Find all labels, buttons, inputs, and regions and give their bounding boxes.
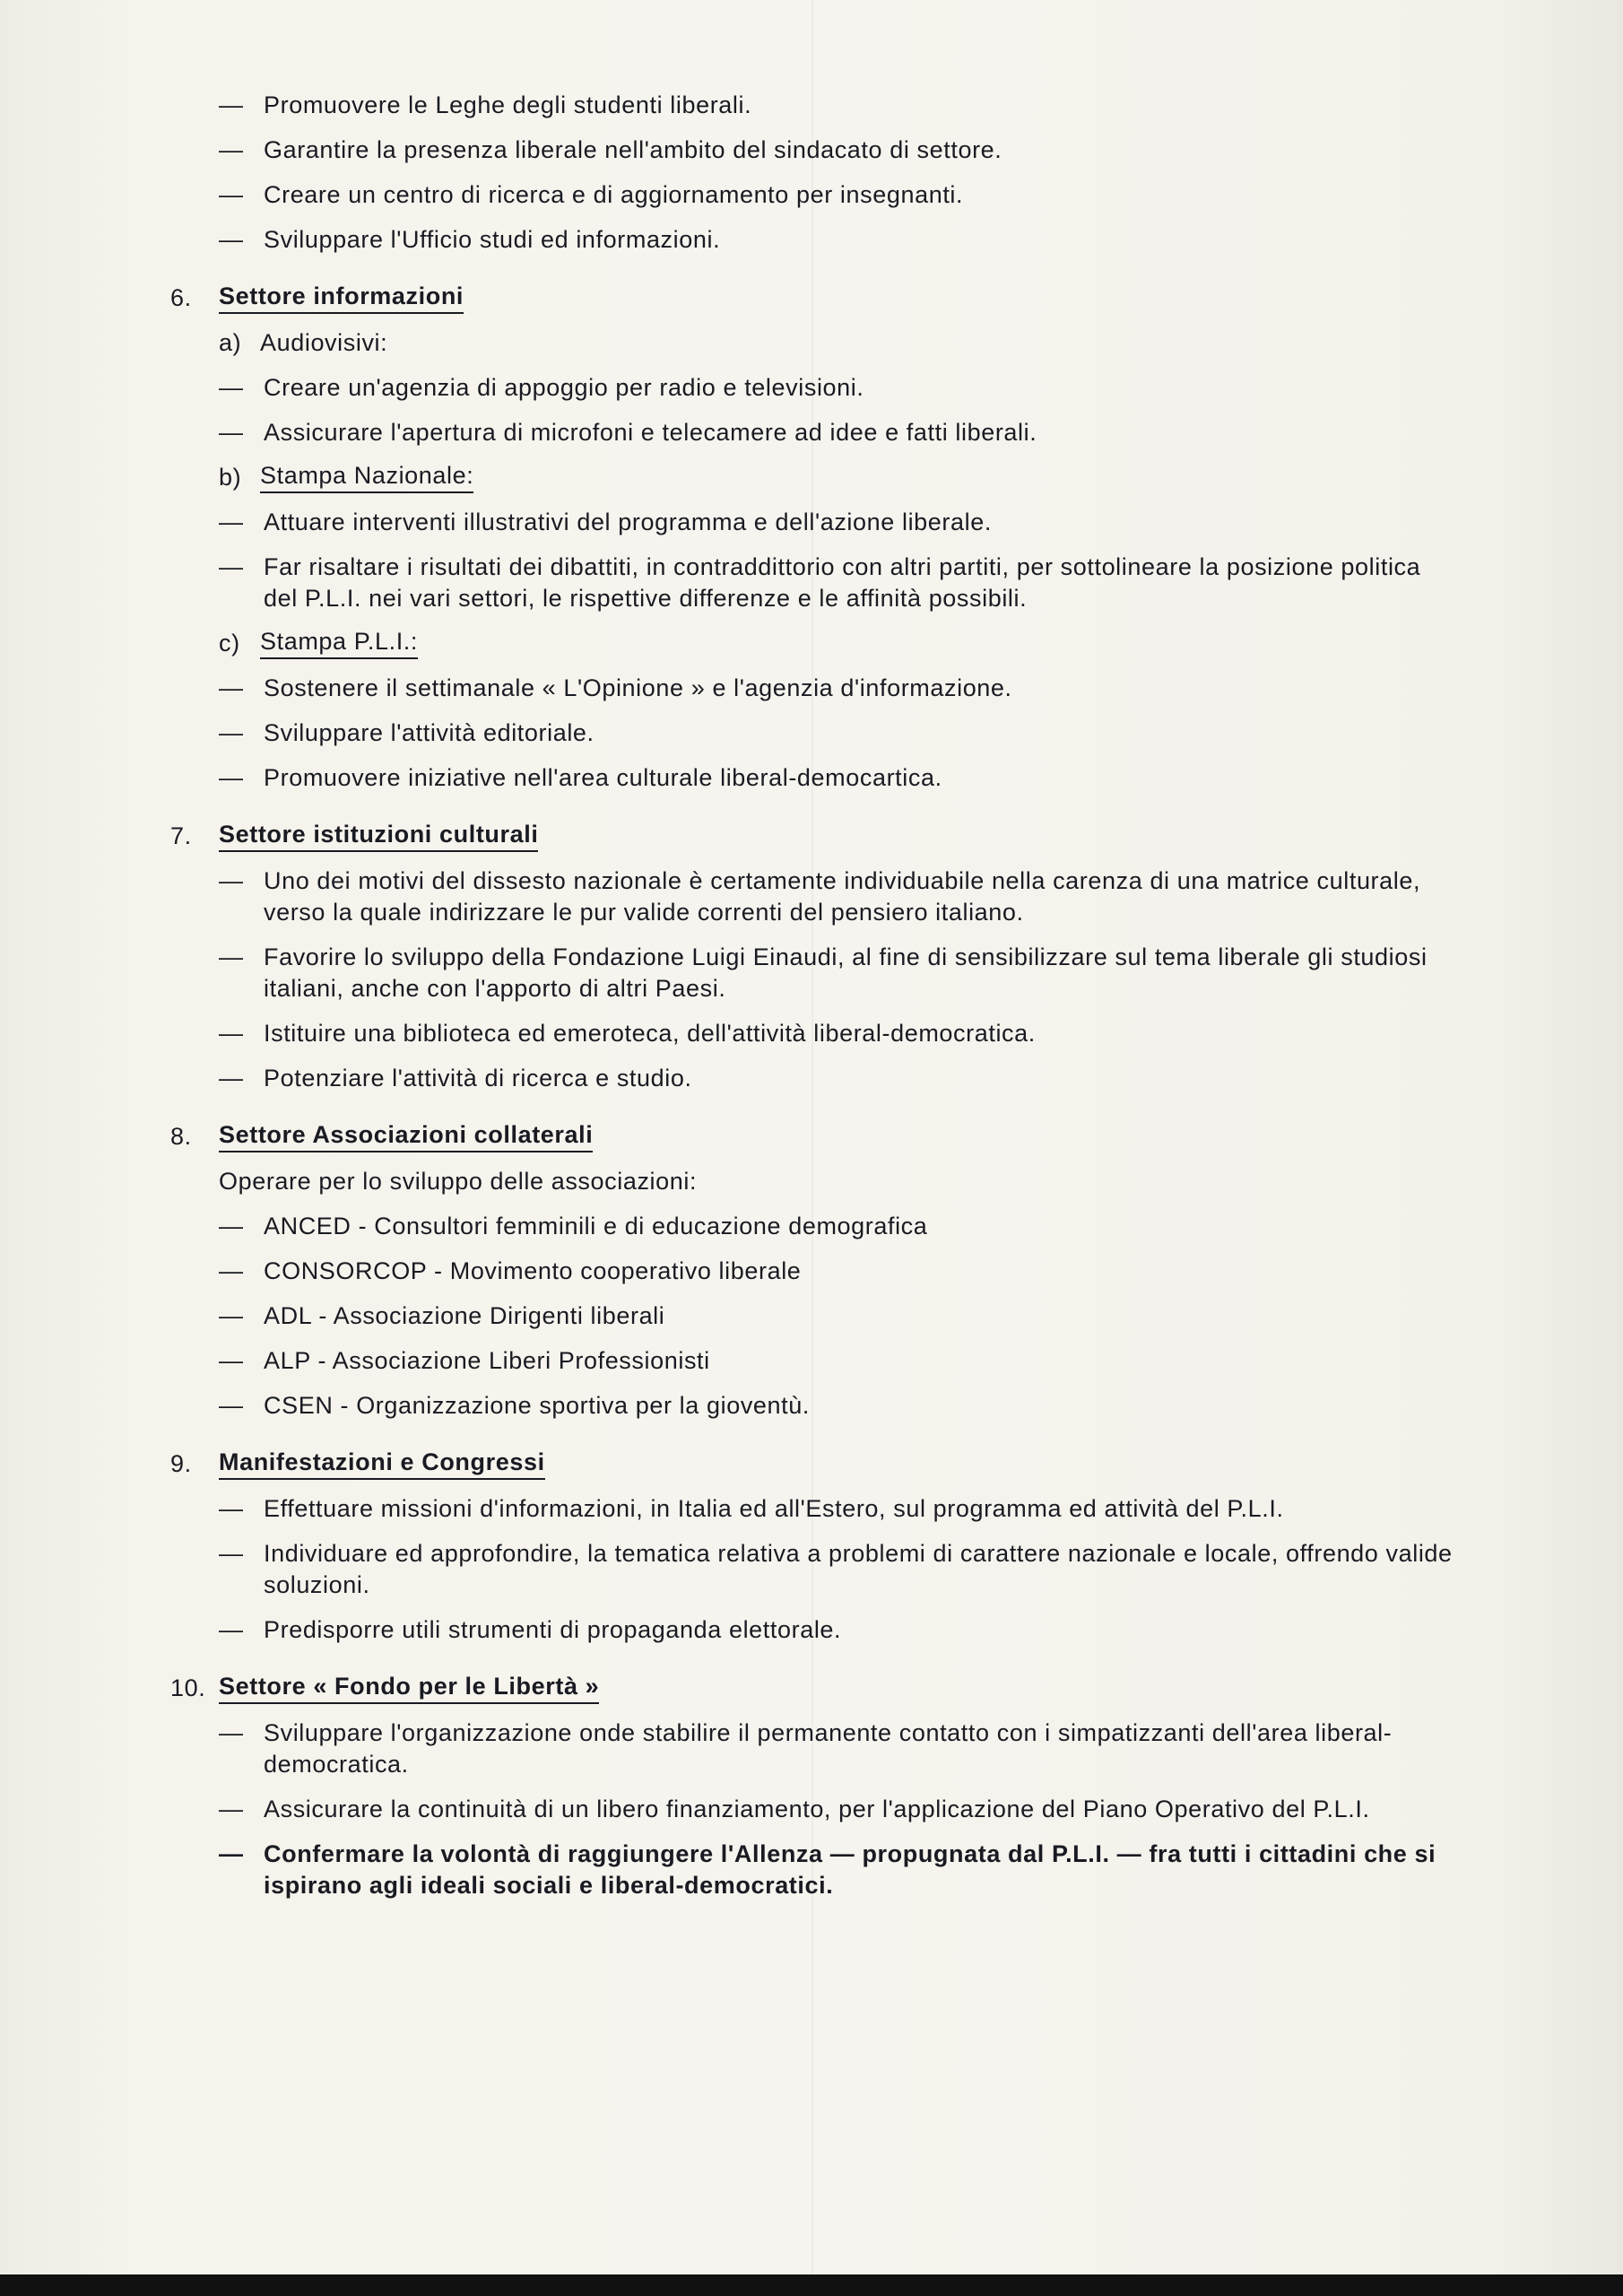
section-9-heading: 9. Manifestazioni e Congressi — [170, 1448, 1462, 1480]
subsection-b: b) Stampa Nazionale: — [219, 462, 1462, 493]
list-item: — Assicurare l'apertura di microfoni e telecamere ad idee e fatti liberali. — [219, 419, 1037, 446]
section-title: Settore « Fondo per le Libertà » — [219, 1673, 599, 1704]
section-title: Settore istituzioni culturali — [219, 821, 538, 852]
list-item: — Istituire una biblioteca ed emeroteca, dell'attività liberal-democratica. — [219, 1020, 1036, 1047]
list-item-text: Creare un centro di ricerca e di aggiornamento per insegnanti. — [264, 181, 964, 208]
list-item: — Uno dei motivi del dissesto nazionale è certamente individuabile nella carenza di una matrice culturale, verso la quale indirizzare le pur valide correnti del pensiero italiano. — [219, 867, 1421, 926]
subsection-c: c) Stampa P.L.I.: — [219, 628, 1462, 659]
list-item: — ADL - Associazione Dirigenti liberali — [219, 1302, 665, 1329]
section-intro: Operare per lo sviluppo delle associazioni: — [219, 1168, 698, 1195]
list-item-text: Promuovere le Leghe degli studenti liberali. — [264, 91, 752, 118]
list-item: — Creare un'agenzia di appoggio per radio e televisioni. — [219, 374, 864, 401]
list-item: — CONSORCOP - Movimento cooperativo liberale — [219, 1257, 802, 1284]
list-item-emphasis: — Confermare la volontà di raggiungere l'Allenza — propugnata dal P.L.I. — fra tutti i cittadini che si ispirano agli ideali sociali e liberal-democratici. — [219, 1840, 1436, 1899]
subsection-a: a) Audiovisivi: — [219, 327, 1462, 359]
subsection-label: Stampa Nazionale: — [260, 462, 473, 493]
list-item: — Far risaltare i risultati dei dibattiti, in contraddittorio con altri partiti, per sottolineare la posizione politica del P.L.I. nei vari settori, le rispettive differenze e le affinità possibili. — [219, 553, 1421, 612]
list-item: — Attuare interventi illustrativi del programma e dell'azione liberale. — [219, 509, 992, 535]
list-item: — Promuovere le Leghe degli studenti liberali. — [219, 90, 1462, 121]
section-title: Manifestazioni e Congressi — [219, 1448, 545, 1480]
section-6-heading: 6. Settore informazioni — [170, 283, 1462, 314]
list-item: — Garantire la presenza liberale nell'ambito del sindacato di settore. — [219, 135, 1462, 166]
list-item: — Creare un centro di ricerca e di aggiornamento per insegnanti. — [219, 179, 1462, 211]
list-item: — Sviluppare l'Ufficio studi ed informazioni. — [219, 224, 1462, 256]
list-item: — Promuovere iniziative nell'area culturale liberal-democartica. — [219, 764, 942, 791]
list-item: — Assicurare la continuità di un libero finanziamento, per l'applicazione del Piano Operativo del P.L.I. — [219, 1796, 1370, 1822]
list-item: — Sviluppare l'attività editoriale. — [219, 719, 595, 746]
section-title: Settore Associazioni collaterali — [219, 1121, 593, 1152]
list-item: — Predisporre utili strumenti di propaganda elettorale. — [219, 1616, 842, 1643]
subsection-label: Stampa P.L.I.: — [260, 628, 418, 659]
section-8-heading: 8. Settore Associazioni collaterali — [170, 1121, 1462, 1152]
section-10-heading: 10. Settore « Fondo per le Libertà » — [170, 1673, 1462, 1704]
list-item: — ALP - Associazione Liberi Professionisti — [219, 1347, 710, 1374]
list-item: — CSEN - Organizzazione sportiva per la gioventù. — [219, 1392, 810, 1419]
scan-border — [0, 2274, 1623, 2296]
list-item: — Individuare ed approfondire, la tematica relativa a problemi di carattere nazionale e locale, offrendo valide soluzioni. — [219, 1540, 1453, 1598]
list-item: — Sviluppare l'organizzazione onde stabilire il permanente contatto con i simpatizzanti dell'area liberal-democratica. — [219, 1719, 1393, 1778]
section-7-heading: 7. Settore istituzioni culturali — [170, 821, 1462, 852]
list-item-text: Sviluppare l'Ufficio studi ed informazioni. — [264, 226, 721, 253]
subsection-label: Audiovisivi: — [260, 329, 388, 356]
list-item: — Potenziare l'attività di ricerca e studio. — [219, 1065, 692, 1091]
list-item: — Sostenere il settimanale « L'Opinione » e l'agenzia d'informazione. — [219, 674, 1012, 701]
list-item: — Effettuare missioni d'informazioni, in Italia ed all'Estero, sul programma ed attività del P.L.I. — [219, 1495, 1284, 1522]
list-item: — Favorire lo sviluppo della Fondazione Luigi Einaudi, al fine di sensibilizzare sul tema liberale gli studiosi italiani, anche con l'apporto di altri Paesi. — [219, 944, 1428, 1002]
document-body — [170, 90, 1462, 1915]
list-item-text: Garantire la presenza liberale nell'ambito del sindacato di settore. — [264, 136, 1002, 163]
section-title: Settore informazioni — [219, 283, 464, 314]
list-item: — ANCED - Consultori femminili e di educazione demografica — [219, 1213, 928, 1239]
